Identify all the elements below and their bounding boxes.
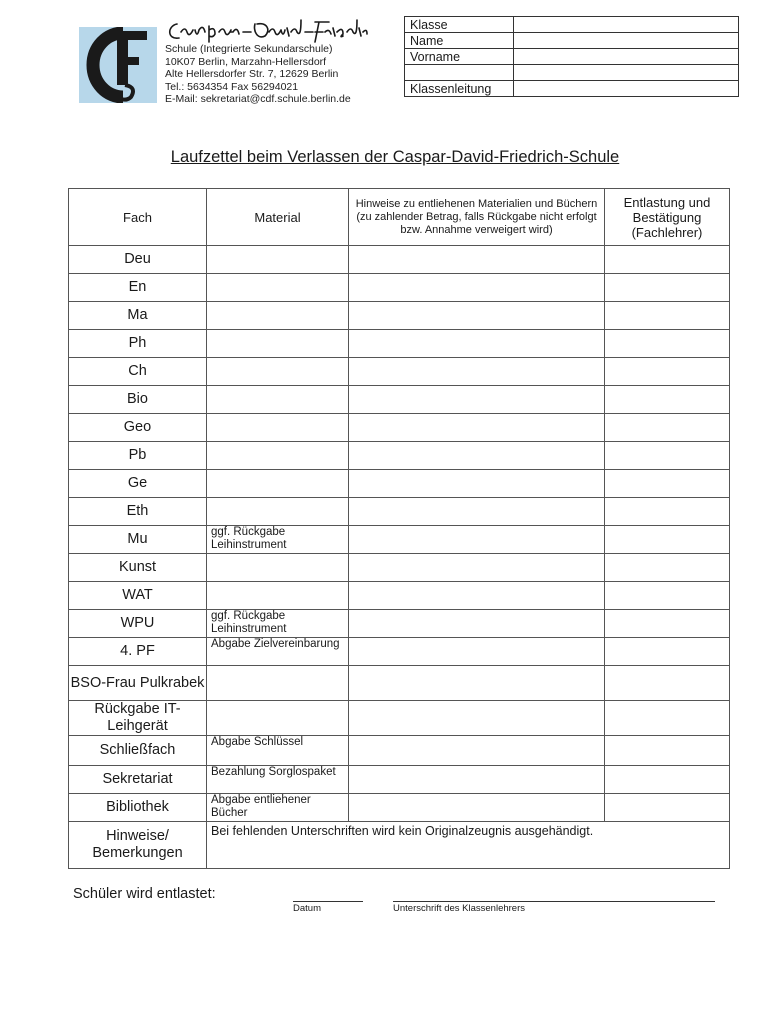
subject-cell: Mu [69, 526, 207, 554]
remarks-text: Bei fehlenden Unterschriften wird kein Originalzeugnis ausgehändigt. [207, 822, 730, 869]
entlastung-cell[interactable] [605, 274, 730, 302]
signature-label: Unterschrift des Klassenlehrers [393, 903, 525, 914]
subject-cell: Sekretariat [69, 766, 207, 794]
entlastung-cell[interactable] [605, 246, 730, 274]
subject-cell: Ma [69, 302, 207, 330]
material-cell: ggf. Rückgabe Leihinstrument [207, 526, 349, 554]
table-row [69, 582, 730, 610]
material-cell: Abgabe entliehener Bücher [207, 794, 349, 822]
empty-label [405, 65, 514, 81]
table-row [69, 766, 730, 794]
subject-cell: Ph [69, 330, 207, 358]
entlastung-cell[interactable] [605, 666, 730, 701]
entlastung-cell[interactable] [605, 526, 730, 554]
header-entlastung: Entlastung und Bestätigung (Fachlehrer) [605, 189, 730, 246]
material-cell: Abgabe Schlüssel [207, 736, 349, 766]
material-cell [207, 414, 349, 442]
header-material: Material [207, 189, 349, 246]
table-row [69, 498, 730, 526]
subject-cell: Kunst [69, 554, 207, 582]
material-cell [207, 274, 349, 302]
klassenleitung-label: Klassenleitung [405, 81, 514, 97]
subject-cell: Eth [69, 498, 207, 526]
table-row [69, 701, 730, 736]
table-row [69, 470, 730, 498]
subject-cell: Deu [69, 246, 207, 274]
material-cell [207, 386, 349, 414]
klassenleitung-field[interactable] [514, 81, 739, 97]
table-row [69, 302, 730, 330]
material-cell [207, 498, 349, 526]
subject-cell: BSO-Frau Pulkrabek [69, 666, 207, 701]
vorname-field[interactable] [514, 49, 739, 65]
signature [165, 18, 370, 46]
table-row [69, 386, 730, 414]
subject-cell: Pb [69, 442, 207, 470]
hinweise-cell[interactable] [349, 554, 605, 582]
date-label: Datum [293, 903, 321, 914]
header-hinweise: Hinweise zu entliehenen Materialien und Büchern (zu zahlender Betrag, falls Rückgabe nicht erfolgt bzw. Annahme verweigert wird) [349, 189, 605, 246]
subject-cell: WAT [69, 582, 207, 610]
entlastung-cell[interactable] [605, 766, 730, 794]
hinweise-cell[interactable] [349, 638, 605, 666]
hinweise-cell[interactable] [349, 794, 605, 822]
hinweise-cell[interactable] [349, 470, 605, 498]
entlastung-cell[interactable] [605, 414, 730, 442]
table-row [69, 526, 730, 554]
hinweise-cell[interactable] [349, 358, 605, 386]
material-cell [207, 442, 349, 470]
table-row [69, 638, 730, 666]
entlastung-cell[interactable] [605, 638, 730, 666]
address-line: Alte Hellersdorfer Str. 7, 12629 Berlin [165, 68, 339, 81]
hinweise-cell[interactable] [349, 736, 605, 766]
student-info-box [404, 16, 739, 97]
empty-field[interactable] [514, 65, 739, 81]
subject-cell: WPU [69, 610, 207, 638]
entlastung-cell[interactable] [605, 582, 730, 610]
table-row [69, 246, 730, 274]
entlastung-cell[interactable] [605, 736, 730, 766]
remarks-row [69, 822, 730, 869]
subject-cell: Rückgabe IT-Leihgerät [69, 701, 207, 736]
table-row [69, 736, 730, 766]
header-fach: Fach [69, 189, 207, 246]
entlastung-cell[interactable] [605, 302, 730, 330]
hinweise-cell[interactable] [349, 330, 605, 358]
entlastung-cell[interactable] [605, 554, 730, 582]
school-address [165, 43, 351, 106]
hinweise-cell[interactable] [349, 666, 605, 701]
hinweise-cell[interactable] [349, 766, 605, 794]
material-cell [207, 358, 349, 386]
page-title: Laufzettel beim Verlassen der Caspar-David-Friedrich-Schule [170, 148, 620, 166]
hinweise-cell[interactable] [349, 610, 605, 638]
entlastung-cell[interactable] [605, 470, 730, 498]
subject-cell: Ge [69, 470, 207, 498]
material-cell [207, 470, 349, 498]
table-row [69, 274, 730, 302]
subject-cell: Bibliothek [69, 794, 207, 822]
material-cell: ggf. Rückgabe Leihinstrument [207, 610, 349, 638]
entlastung-cell[interactable] [605, 386, 730, 414]
date-line[interactable] [293, 901, 363, 902]
hinweise-cell[interactable] [349, 442, 605, 470]
entlastung-cell[interactable] [605, 358, 730, 386]
hinweise-cell[interactable] [349, 701, 605, 736]
subject-cell: 4. PF [69, 638, 207, 666]
material-cell [207, 302, 349, 330]
entlastung-cell[interactable] [605, 610, 730, 638]
entlastung-cell[interactable] [605, 794, 730, 822]
clearance-table [68, 188, 730, 869]
name-label: Name [405, 33, 514, 49]
table-row [69, 610, 730, 638]
material-cell [207, 330, 349, 358]
address-line: E-Mail: sekretariat@cdf.schule.berlin.de [165, 93, 351, 106]
subject-cell: Geo [69, 414, 207, 442]
table-row [69, 442, 730, 470]
hinweise-cell[interactable] [349, 414, 605, 442]
subject-cell: Schließfach [69, 736, 207, 766]
school-logo [79, 27, 157, 103]
subject-cell: En [69, 274, 207, 302]
material-cell [207, 701, 349, 736]
entlastung-cell[interactable] [605, 701, 730, 736]
signature-line[interactable] [393, 901, 715, 902]
entlastung-cell[interactable] [605, 330, 730, 358]
table-row [69, 330, 730, 358]
entlastet-label: Schüler wird entlastet: [73, 886, 216, 902]
material-cell: Bezahlung Sorglospaket [207, 766, 349, 794]
material-cell [207, 582, 349, 610]
hinweise-cell[interactable] [349, 386, 605, 414]
entlastung-cell[interactable] [605, 442, 730, 470]
table-row [69, 794, 730, 822]
subject-cell: Bio [69, 386, 207, 414]
table-row [69, 358, 730, 386]
klasse-field[interactable] [514, 17, 739, 33]
hinweise-cell[interactable] [349, 246, 605, 274]
hinweise-cell[interactable] [349, 582, 605, 610]
klasse-label: Klasse [405, 17, 514, 33]
material-cell [207, 554, 349, 582]
material-cell [207, 666, 349, 701]
entlastung-cell[interactable] [605, 498, 730, 526]
material-cell: Abgabe Zielvereinbarung [207, 638, 349, 666]
hinweise-cell[interactable] [349, 498, 605, 526]
table-row [69, 666, 730, 701]
hinweise-cell[interactable] [349, 274, 605, 302]
vorname-label: Vorname [405, 49, 514, 65]
hinweise-cell[interactable] [349, 526, 605, 554]
remarks-label: Hinweise/ Bemerkungen [69, 822, 207, 869]
material-cell [207, 246, 349, 274]
table-row [69, 414, 730, 442]
hinweise-cell[interactable] [349, 302, 605, 330]
table-row [69, 554, 730, 582]
address-line: Schule (Integrierte Sekundarschule) [165, 43, 333, 55]
address-line: Tel.: 5634354 Fax 56294021 [165, 80, 299, 93]
address-line: 10K07 Berlin, Marzahn-Hellersdorf [165, 55, 327, 68]
subject-cell: Ch [69, 358, 207, 386]
name-field[interactable] [514, 33, 739, 49]
